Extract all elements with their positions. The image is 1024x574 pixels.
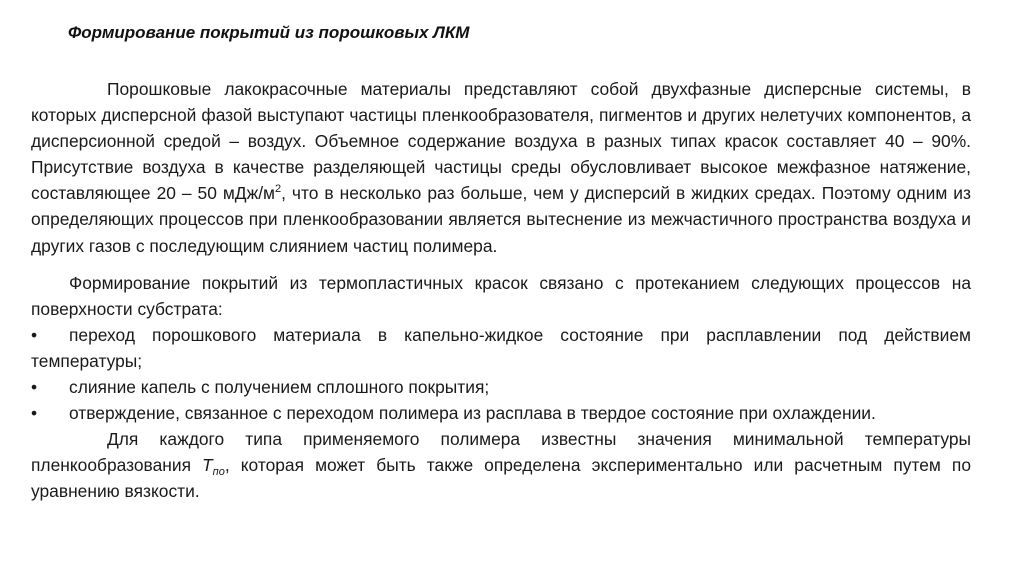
list-item-text: слияние капель с получением сплошного покрытия;: [69, 377, 490, 398]
paragraph-coating-formation: Формирование покрытий из термопластичных красок связано с протеканием следующих процессов на поверхности субстрата:: [31, 272, 971, 319]
superscript-2: 2: [275, 183, 282, 196]
paragraph-1-text: Порошковые лакокрасочные материалы представляют собой двухфазные дисперсные системы, в которых дисперсной фазой выступают частицы пленкообразователя, пигментов и других нелетучих компонентов, а дисперсионной средой – воздух. Объемное содержание воздуха в разных типах красок составляет 40 – 90%. Присутствие воздуха в качестве разделяющей частицы среды обусловливает высокое межфазное натяжение, составляющее 20 – 50 мДж/м: [31, 79, 971, 204]
body-text: [31, 76, 971, 505]
list-item: [31, 374, 971, 400]
bullet-icon: •: [31, 403, 38, 424]
paragraph-powder-materials: [31, 76, 971, 259]
bullet-icon: •: [31, 377, 38, 398]
temperature-symbol: T: [202, 455, 213, 476]
list-item: [31, 322, 971, 374]
list-item-text: переход порошкового материала в капельно-жидкое состояние при расплавлении под действием температуры;: [31, 324, 971, 371]
list-item-text: отверждение, связанное с переходом полимера из расплава в твердое состояние при охлаждении.: [69, 403, 876, 424]
paragraph-min-temperature: [31, 426, 971, 504]
bullet-icon: •: [31, 324, 38, 345]
paragraph-3-text-after: , которая может быть также определена экспериментально или расчетным путем по уравнению вязкости.: [31, 455, 971, 502]
process-list: [31, 322, 971, 426]
temperature-subscript: по: [212, 466, 225, 479]
page-title: Формирование покрытий из порошковых ЛКМ: [68, 23, 470, 42]
paragraph-1-text-after: , что в несколько раз больше, чем у дисперсий в жидких средах. Поэтому одним из определяющих процессов при пленкообразовании является вытеснение из межчастичного пространства воздуха и других газов с последующим слиянием частиц полимера.: [31, 183, 971, 256]
list-item: [31, 400, 971, 426]
paragraph-3-text-before: Для каждого типа применяемого полимера известны значения минимальной температуры пленкообразования: [31, 429, 971, 476]
